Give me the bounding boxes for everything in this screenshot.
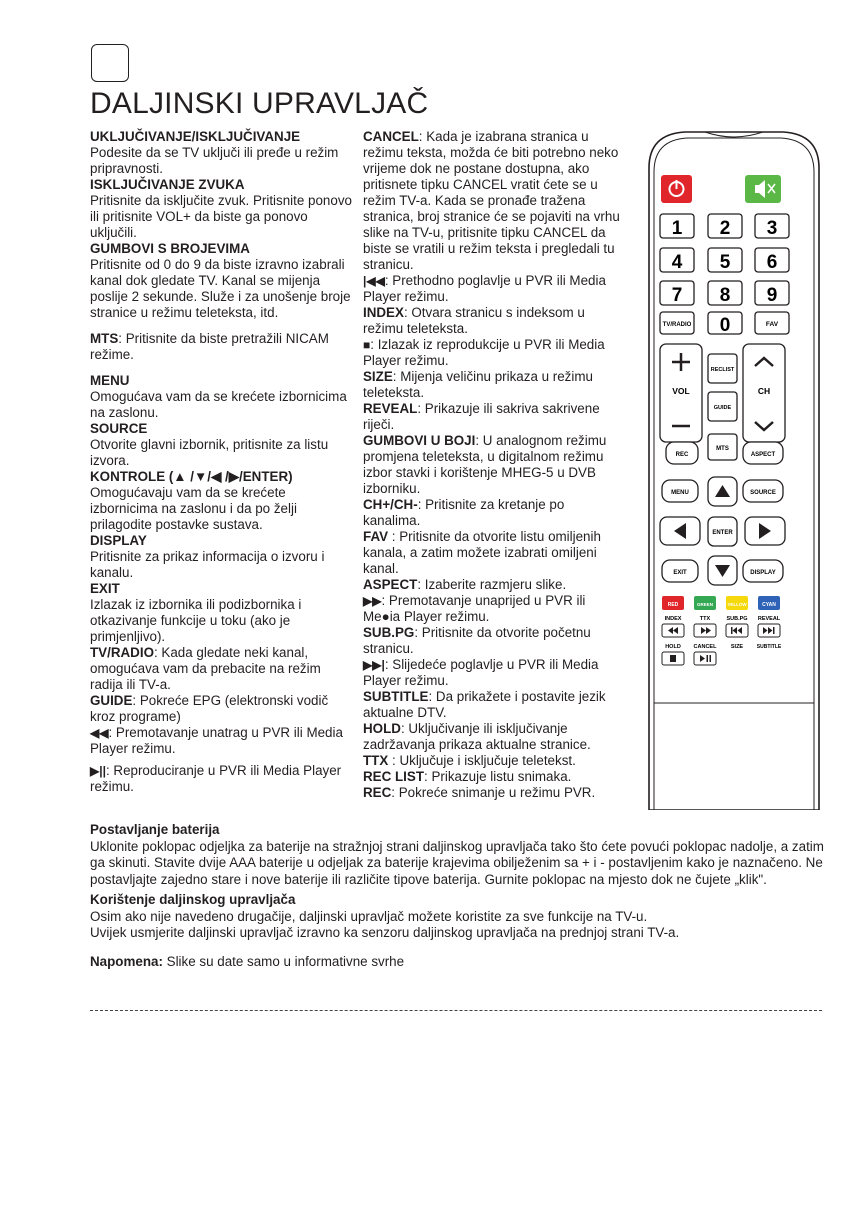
svg-text:VOL: VOL [672, 386, 690, 396]
page-title: DALJINSKI UPRAVLJAČ [90, 87, 429, 120]
entry-reveal: REVEAL: Prikazuje ili sakriva sakrivene riječi. [363, 401, 600, 432]
entry-mute: ISKLJUČIVANJE ZVUKA Pritisnite da isključite zvuk. Pritisnite ponovo ili pritisnite VOL+ da biste ga ponovo uključili. [90, 177, 352, 240]
left-arrow-button[interactable] [660, 517, 700, 545]
battery-heading: Postavljanje baterija [90, 822, 220, 837]
digit-8-button[interactable] [708, 281, 742, 306]
tv-radio-button[interactable] [660, 312, 694, 334]
mute-button[interactable] [745, 175, 781, 203]
digit-7-button[interactable] [660, 281, 694, 306]
remote-control-illustration [645, 128, 823, 810]
right-arrow-button[interactable] [745, 517, 785, 545]
next-icon: ▶▶| [363, 658, 385, 672]
left-column [90, 129, 352, 795]
entry-mts: MTS: Pritisnite da biste pretražili NICAM režime. [90, 331, 329, 362]
digit-0-button[interactable] [708, 312, 742, 336]
svg-text:8: 8 [719, 285, 731, 306]
note [90, 954, 830, 971]
volume-rocker[interactable] [660, 344, 702, 442]
note-text: Slike su date samo u informativne svrhe [162, 953, 405, 969]
entry-tv-radio: TV/RADIO: Kada gledate neki kanal, omogućava vam da prebacite na režim radija ili TV-a. [90, 645, 321, 692]
subtitle-label: SUBTITLE [756, 644, 782, 650]
reclist-button[interactable] [708, 354, 737, 383]
battery-text: Uklonite poklopac odjeljka za baterije na stražnjoj strani daljinskog upravljača tako što ćete povući poklopac nadolje, a zatim ga skinuti. Stavite dvije AAA baterije u odjeljak za baterije krajevima obilježenim sa + i - postavljenim kako je naznačeno. Ne postavljajte zajedno stare i nove baterije ili različite tipove baterija. Gurnite poklopac na mjesto dok ne čujete „klik". [90, 838, 824, 887]
svg-text:0: 0 [719, 315, 731, 336]
entry-numbers: GUMBOVI S BROJEVIMA Pritisnite od 0 do 9 da biste izravno izabrali kanal dok gledate TV. Kanal se mijenja poslije 2 sekunde. Služe i za unošenje broje stranice u režimu teleteksta, itd. [90, 241, 351, 320]
index-label: INDEX [664, 616, 682, 622]
cancel-label: CANCEL [693, 644, 717, 650]
svg-text:RECLIST: RECLIST [710, 367, 735, 373]
entry-prev-chapter: |◀◀: Prethodno poglavlje u PVR ili Media Player režimu. [363, 273, 606, 304]
digit-9-button[interactable] [755, 281, 789, 306]
guide-button[interactable] [708, 392, 737, 421]
entry-power: UKLJUČIVANJE/ISKLJUČIVANJE Podesite da se TV uključi ili pređe u režim pripravnosti. [90, 129, 339, 176]
entry-color-buttons: GUMBOVI U BOJI: U analognom režimu promjena teleteksta, u digitalnom režimu izbor stavki i korištenje MHEG-5 u DVB izborniku. [363, 433, 607, 496]
bottom-section [90, 822, 830, 970]
stop-button[interactable] [662, 652, 684, 665]
previous-icon: |◀◀ [363, 274, 385, 288]
right-column [363, 129, 621, 801]
fav-button[interactable] [755, 312, 789, 334]
entry-aspect: ASPECT: Izaberite razmjeru slike. [363, 577, 567, 592]
usage-heading: Korištenje daljinskog upravljača [90, 892, 296, 907]
entry-stop: ■: Izlazak iz reprodukcije u PVR ili Media Player režimu. [363, 337, 605, 368]
usage-line-2: Uvijek usmjerite daljinski upravljač izravno ka senzoru daljinskog upravljača na prednjoj strani TV-a. [90, 925, 680, 940]
fast-forward-button[interactable] [694, 624, 716, 637]
previous-button[interactable] [726, 624, 748, 637]
entry-exit: EXIT Izlazak iz izbornika ili podizbornika i otkazivanje funkcije u toku (ako je primjenljivo). [90, 581, 302, 644]
channel-rocker[interactable] [743, 344, 785, 442]
svg-text:FAV: FAV [765, 321, 779, 328]
entry-size: SIZE: Mijenja veličinu prikaza u režimu teleteksta. [363, 369, 593, 400]
entry-index: INDEX: Otvara stranicu s indeksom u režimu teleteksta. [363, 305, 585, 336]
red-button[interactable] [662, 596, 684, 610]
digit-1-button[interactable] [660, 214, 694, 239]
menu-button[interactable] [662, 480, 698, 502]
entry-source: SOURCE Otvorite glavni izbornik, pritisnite za listu izvora. [90, 421, 329, 468]
play-pause-button[interactable] [694, 652, 716, 665]
svg-text:6: 6 [766, 252, 778, 273]
svg-text:GUIDE: GUIDE [713, 405, 732, 411]
svg-text:2: 2 [719, 218, 731, 239]
rec-button[interactable] [666, 442, 698, 464]
svg-text:RED: RED [667, 602, 679, 608]
rewind-button[interactable] [662, 624, 684, 637]
svg-text:REC: REC [675, 452, 689, 458]
entry-display: DISPLAY Pritisnite za prikaz informacija o izvoru i kanalu. [90, 533, 325, 580]
hold-label: HOLD [665, 644, 681, 650]
entry-rec-list: REC LIST: Prikazuje listu snimaka. [363, 769, 572, 784]
svg-text:GREEN: GREEN [696, 602, 714, 607]
svg-text:ENTER: ENTER [712, 530, 733, 536]
entry-ttx: TTX : Uključuje i isključuje teletekst. [363, 753, 576, 768]
entry-fast-forward: ▶▶: Premotavanje unaprijed u PVR ili Me●ia Player režimu. [363, 593, 586, 624]
size-label: SIZE [730, 644, 744, 650]
section-number-box [91, 44, 129, 82]
entry-play-pause: ▶||: Reproduciranje u PVR ili Media Player režimu. [90, 763, 342, 794]
svg-text:SOURCE: SOURCE [750, 490, 776, 496]
digit-5-button[interactable] [708, 248, 742, 273]
ttx-label: TTX [699, 616, 711, 622]
next-button[interactable] [758, 624, 780, 637]
svg-text:YELLOW: YELLOW [727, 602, 747, 607]
note-label: Napomena: [90, 953, 163, 969]
svg-text:9: 9 [766, 285, 778, 306]
cyan-button[interactable] [758, 596, 780, 610]
svg-text:1: 1 [671, 218, 683, 239]
entry-guide: GUIDE: Pokreće EPG (elektronski vodič kroz programe) [90, 693, 329, 724]
up-arrow-button[interactable] [708, 477, 737, 506]
entry-next-chapter: ▶▶|: Slijedeće poglavlje u PVR ili Media Player režimu. [363, 657, 599, 688]
stop-icon: ■ [363, 338, 371, 352]
entry-menu: MENU Omogućava vam da se krećete izbornicima na zaslonu. [90, 373, 347, 420]
entry-subtitle: SUBTITLE: Da prikažete i postavite jezik aktualne DTV. [363, 689, 606, 720]
reveal-label: REVEAL [757, 616, 781, 622]
svg-text:CH: CH [757, 386, 771, 396]
green-button[interactable] [694, 596, 716, 610]
source-button[interactable] [743, 480, 783, 502]
svg-text:CYAN: CYAN [762, 602, 776, 608]
entry-fav: FAV : Pritisnite da otvorite listu omiljenih kanala, a zatim možete izabrati omiljeni kanal. [363, 529, 601, 576]
fast-forward-icon: ▶▶ [363, 594, 382, 608]
usage-line-1: Osim ako nije navedeno drugačije, daljinski upravljač možete koristite za sve funkcije na TV-u. [90, 908, 648, 924]
digit-3-button[interactable] [755, 214, 789, 239]
display-button[interactable] [743, 560, 783, 582]
rewind-icon: ◀◀ [90, 726, 109, 740]
yellow-button[interactable] [726, 596, 748, 610]
svg-text:3: 3 [766, 218, 778, 239]
entry-subpg: SUB.PG: Pritisnite da otvorite početnu stranicu. [363, 625, 591, 656]
entry-cancel: CANCEL: Kada je izabrana stranica u režimu teksta, možda će biti potrebno neko vrijeme dok ne postane dostupna, ako pritisnete tipku CANCEL vratit ćete se u režim TV-a. Kada se pronađe tražena stranica, broj stranice će se pojaviti na vrhu slike na TV-u, pritisnite tipku CANCEL da biste se vratili u režim teksta i pregledali tu stranicu. [363, 129, 620, 272]
entry-rewind: ◀◀: Premotavanje unatrag u PVR ili Media Player režimu. [90, 725, 343, 756]
digit-6-button[interactable] [755, 248, 789, 273]
subpg-label: SUB.PG [726, 616, 748, 622]
digit-grid [660, 214, 789, 306]
svg-text:ASPECT: ASPECT [750, 452, 776, 458]
digit-4-button[interactable] [660, 248, 694, 273]
mts-button[interactable] [708, 434, 737, 460]
svg-text:MTS: MTS [716, 446, 729, 452]
down-arrow-button[interactable] [708, 556, 737, 585]
enter-button[interactable] [708, 517, 737, 546]
entry-channel: CH+/CH-: Pritisnite za kretanje po kanalima. [363, 497, 565, 528]
svg-text:TV/RADIO: TV/RADIO [662, 322, 692, 328]
svg-text:7: 7 [671, 285, 683, 306]
entry-controls: KONTROLE (▲ /▼/◀ /▶/ENTER) Omogućavaju vam da se krećete izbornicima na zaslonu i da po želji prilagodite postavke sustava. [90, 469, 297, 532]
play-pause-icon: ▶|| [90, 764, 106, 778]
svg-text:5: 5 [719, 252, 731, 273]
svg-text:4: 4 [671, 252, 683, 273]
digit-2-button[interactable] [708, 214, 742, 239]
entry-rec: REC: Pokreće snimanje u režimu PVR. [363, 785, 596, 800]
svg-text:MENU: MENU [671, 490, 689, 496]
aspect-button[interactable] [743, 442, 783, 464]
power-button[interactable] [661, 175, 692, 203]
exit-button[interactable] [662, 560, 698, 582]
dashed-divider [90, 1010, 822, 1011]
svg-text:EXIT: EXIT [673, 570, 687, 576]
entry-hold: HOLD: Uključivanje ili isključivanje zadržavanja prikaza aktualne stranice. [363, 721, 591, 752]
svg-text:DISPLAY: DISPLAY [750, 570, 776, 576]
